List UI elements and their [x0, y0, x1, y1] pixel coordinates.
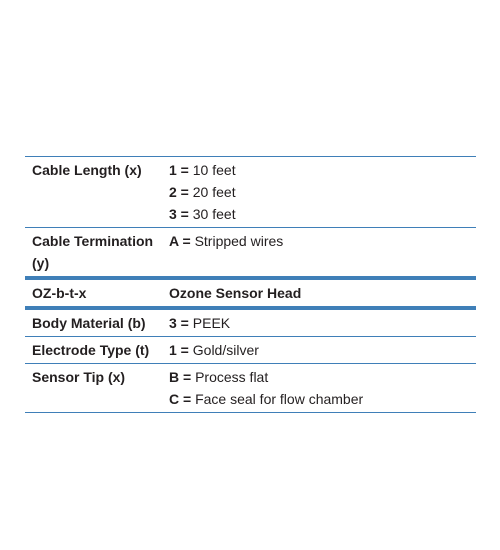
spec-row-cable-termination	[25, 228, 476, 279]
option-item	[169, 388, 470, 410]
option-desc: Process flat	[195, 369, 269, 385]
spec-row-sensor-tip	[25, 364, 476, 413]
option-item	[169, 230, 470, 252]
spec-row-model-header	[25, 278, 476, 308]
option-separator: =	[176, 342, 193, 358]
option-desc: PEEK	[192, 315, 231, 331]
option-item	[169, 181, 470, 203]
option-desc: 20 feet	[192, 184, 236, 200]
option-item	[169, 203, 470, 225]
model-title: Ozone Sensor Head	[162, 278, 476, 308]
option-separator: =	[179, 369, 196, 385]
option-code: C	[169, 391, 180, 407]
model-code: OZ-b-t-x	[25, 278, 162, 308]
option-desc: Face seal for flow chamber	[195, 391, 364, 407]
option-code: 3	[169, 315, 177, 331]
row-label: Cable Termination (y)	[25, 228, 162, 279]
row-options	[162, 228, 476, 279]
option-separator: =	[178, 233, 195, 249]
option-separator: =	[176, 206, 193, 222]
row-label: Sensor Tip (x)	[25, 364, 162, 413]
spec-row-body-material	[25, 308, 476, 337]
row-label: Body Material (b)	[25, 308, 162, 337]
option-code: 3	[169, 206, 177, 222]
option-item	[169, 312, 470, 334]
option-code: A	[169, 233, 179, 249]
row-options	[162, 364, 476, 413]
option-item	[169, 366, 470, 388]
option-code: 2	[169, 184, 177, 200]
option-item	[169, 159, 470, 181]
spec-row-cable-length	[25, 157, 476, 228]
option-desc: Gold/silver	[192, 342, 259, 358]
spec-table	[25, 156, 476, 413]
spec-row-electrode-type	[25, 337, 476, 364]
row-label: Cable Length (x)	[25, 157, 162, 228]
option-separator: =	[179, 391, 196, 407]
option-desc: Stripped wires	[194, 233, 284, 249]
option-desc: 30 feet	[192, 206, 236, 222]
row-options	[162, 308, 476, 337]
row-options	[162, 157, 476, 228]
option-separator: =	[176, 184, 193, 200]
option-code: 1	[169, 162, 177, 178]
option-code: B	[169, 369, 180, 385]
option-code: 1	[169, 342, 177, 358]
option-separator: =	[176, 162, 193, 178]
option-separator: =	[176, 315, 193, 331]
option-item	[169, 339, 470, 361]
row-options	[162, 337, 476, 364]
option-desc: 10 feet	[192, 162, 236, 178]
row-label: Electrode Type (t)	[25, 337, 162, 364]
